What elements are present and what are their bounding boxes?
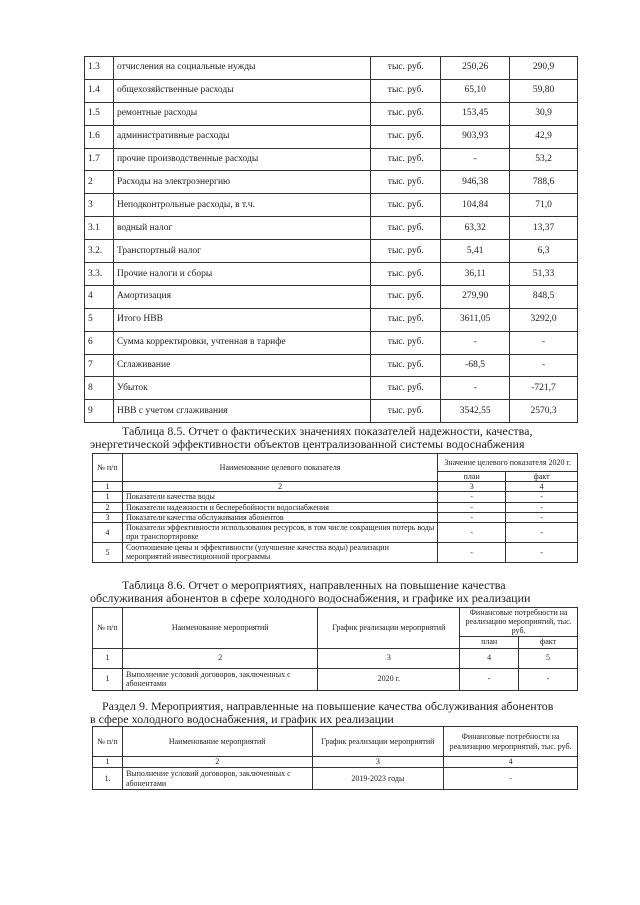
- header-plan: план: [460, 636, 519, 648]
- table-row: [85, 377, 578, 400]
- row-value-a: 946,38: [441, 171, 510, 194]
- table-8-5-caption: [90, 425, 578, 451]
- table-row: [85, 57, 578, 80]
- index-cell: 1: [93, 757, 123, 768]
- row-num: 2: [85, 171, 114, 194]
- table-row: [85, 125, 578, 148]
- table-row: [85, 217, 578, 240]
- row-name: отчисления на социальные нужды: [113, 57, 370, 80]
- row-num: 1.4: [85, 79, 114, 102]
- indicators-table-body: [93, 454, 578, 492]
- row-fact: -: [519, 668, 578, 690]
- header-num: № п/п: [93, 454, 123, 482]
- row-name: Амортизация: [113, 285, 370, 308]
- row-name: Прочие налоги и сборы: [113, 263, 370, 286]
- table-row: [93, 668, 578, 690]
- row-schedule: 2020 г.: [318, 668, 460, 690]
- table-row: [93, 768, 578, 790]
- measures-plan-table: [92, 726, 578, 790]
- row-value-b: 2570,3: [510, 400, 578, 423]
- index-cell: 2: [122, 648, 318, 668]
- index-cell: 4: [460, 648, 519, 668]
- row-fact: -: [506, 512, 578, 522]
- row-name: Показатели качества воды: [122, 492, 437, 502]
- row-name: Показатели эффективности использования ресурсов, в том числе сокращения потерь воды при транспортировке: [122, 522, 437, 542]
- row-value-a: 5,41: [441, 240, 510, 263]
- header-num: № п/п: [93, 727, 123, 757]
- row-value-a: -68,5: [441, 354, 510, 377]
- row-value-b: 6,3: [510, 240, 578, 263]
- row-num: 4: [93, 522, 123, 542]
- index-cell: 4: [444, 757, 578, 768]
- row-plan: -: [438, 512, 506, 522]
- index-cell: 1: [93, 482, 123, 492]
- row-unit: тыс. руб.: [371, 79, 441, 102]
- row-unit: тыс. руб.: [371, 400, 441, 423]
- table-row: [93, 512, 578, 522]
- row-value-b: 53,2: [510, 148, 578, 171]
- row-num: 3.3.: [85, 263, 114, 286]
- index-cell: 5: [519, 648, 578, 668]
- table-8-6-caption: [90, 579, 578, 605]
- row-num: 1: [93, 492, 123, 502]
- header-fact: факт: [519, 636, 578, 648]
- row-value-b: 3292,0: [510, 308, 578, 331]
- indicators-table: [92, 453, 578, 563]
- header-plan: план: [438, 472, 506, 482]
- row-plan: -: [438, 522, 506, 542]
- row-plan: -: [438, 502, 506, 512]
- row-financing: -: [444, 768, 578, 790]
- header-name: Наименование целевого показателя: [122, 454, 437, 482]
- row-value-b: 848,5: [510, 285, 578, 308]
- header-schedule: График реализации мероприятий: [312, 727, 444, 757]
- index-cell: 2: [122, 482, 437, 492]
- measures-report-body: [93, 608, 578, 691]
- row-num: 7: [85, 354, 114, 377]
- row-value-b: -: [510, 331, 578, 354]
- header-num: № п/п: [93, 608, 123, 649]
- table-row: [85, 308, 578, 331]
- row-unit: тыс. руб.: [371, 57, 441, 80]
- row-name: НВВ с учетом сглаживания: [113, 400, 370, 423]
- row-num: 1: [93, 668, 123, 690]
- header-financing: Финансовые потребности на реализацию мероприятий, тыс. руб.: [460, 608, 578, 637]
- row-num: 5: [93, 542, 123, 562]
- header-schedule: График реализации мероприятий: [318, 608, 460, 649]
- row-schedule: 2019-2023 годы: [312, 768, 444, 790]
- row-value-b: 290,9: [510, 57, 578, 80]
- row-num: 6: [85, 331, 114, 354]
- row-name: административные расходы: [113, 125, 370, 148]
- row-name: общехозяйственные расходы: [113, 79, 370, 102]
- caption-line: в сфере холодного водоснабжения, и график их реализации: [90, 712, 394, 726]
- table-row: [93, 542, 578, 562]
- header-financing: Финансовые потребности на реализацию мероприятий, тыс. руб.: [444, 727, 578, 757]
- row-value-a: 3611,05: [441, 308, 510, 331]
- row-value-a: 36,11: [441, 263, 510, 286]
- row-name: Расходы на электроэнергию: [113, 171, 370, 194]
- row-value-b: -: [510, 354, 578, 377]
- index-cell: 2: [122, 757, 312, 768]
- row-value-a: -: [441, 377, 510, 400]
- row-name: ремонтные расходы: [113, 102, 370, 125]
- row-unit: тыс. руб.: [371, 263, 441, 286]
- caption-line: Таблица 8.5. Отчет о фактических значениях показателей надежности, качества,: [122, 424, 533, 438]
- row-name: водный налог: [113, 217, 370, 240]
- row-unit: тыс. руб.: [371, 194, 441, 217]
- row-num: 1.6: [85, 125, 114, 148]
- caption-line: Раздел 9. Мероприятия, направленные на повышение качества обслуживания абонентов: [102, 699, 554, 713]
- row-name: Показатели надежности и бесперебойности водоснабжения: [122, 502, 437, 512]
- measures-plan-body: [93, 727, 578, 790]
- row-num: 1.7: [85, 148, 114, 171]
- table-row: [85, 148, 578, 171]
- index-cell: 4: [506, 482, 578, 492]
- header-fact: факт: [506, 472, 578, 482]
- row-value-b: 42,9: [510, 125, 578, 148]
- row-name: Показатели качества обслуживания абонентов: [122, 512, 437, 522]
- index-cell: 3: [312, 757, 444, 768]
- measures-report-table: [92, 607, 578, 691]
- row-value-a: 153,45: [441, 102, 510, 125]
- table-row: [85, 102, 578, 125]
- row-unit: тыс. руб.: [371, 171, 441, 194]
- row-value-b: 51,33: [510, 263, 578, 286]
- row-name: Выполнение условий договоров, заключенных с абонентами: [122, 668, 318, 690]
- row-name: Итого НВВ: [113, 308, 370, 331]
- row-fact: -: [506, 502, 578, 512]
- row-num: 3: [85, 194, 114, 217]
- row-name: Неподконтрольные расходы, в т.ч.: [113, 194, 370, 217]
- caption-line: энергетической эффективности объектов централизованной системы водоснабжения: [90, 437, 525, 451]
- caption-line: обслуживания абонентов в сфере холодного водоснабжения, и графике их реализации: [90, 591, 531, 605]
- header-name: Наименование мероприятий: [122, 727, 312, 757]
- row-plan: -: [438, 542, 506, 562]
- row-unit: тыс. руб.: [371, 240, 441, 263]
- row-num: 1.3: [85, 57, 114, 80]
- table-row: [85, 285, 578, 308]
- table-row: [85, 240, 578, 263]
- row-value-b: 30,9: [510, 102, 578, 125]
- row-name: Сглаживание: [113, 354, 370, 377]
- row-num: 5: [85, 308, 114, 331]
- row-value-b: 71,0: [510, 194, 578, 217]
- row-num: 3.2.: [85, 240, 114, 263]
- table-row: [93, 522, 578, 542]
- row-num: 3: [93, 512, 123, 522]
- row-value-a: 104,84: [441, 194, 510, 217]
- row-unit: тыс. руб.: [371, 148, 441, 171]
- index-cell: 3: [438, 482, 506, 492]
- row-num: 3.1: [85, 217, 114, 240]
- row-unit: тыс. руб.: [371, 285, 441, 308]
- row-value-a: 903,93: [441, 125, 510, 148]
- table-row: [85, 354, 578, 377]
- table-row: [85, 400, 578, 423]
- index-cell: 3: [318, 648, 460, 668]
- row-num: 8: [85, 377, 114, 400]
- row-value-a: 3542,55: [441, 400, 510, 423]
- cost-table: [84, 56, 578, 423]
- row-unit: тыс. руб.: [371, 354, 441, 377]
- table-row: [93, 502, 578, 512]
- caption-line: Таблица 8.6. Отчет о мероприятиях, направленных на повышение качества: [122, 578, 506, 592]
- row-value-b: 13,37: [510, 217, 578, 240]
- row-num: 1.: [93, 768, 123, 790]
- row-num: 2: [93, 502, 123, 512]
- table-row: [85, 331, 578, 354]
- row-value-a: 279,90: [441, 285, 510, 308]
- table-row: [85, 263, 578, 286]
- row-value-a: 63,32: [441, 217, 510, 240]
- row-fact: -: [506, 492, 578, 502]
- row-name: Транспортный налог: [113, 240, 370, 263]
- cost-table-body: [85, 57, 578, 423]
- row-value-b: 788,6: [510, 171, 578, 194]
- indicators-rows: [93, 492, 578, 563]
- row-plan: -: [438, 492, 506, 502]
- table-row: [85, 171, 578, 194]
- row-num: 1.5: [85, 102, 114, 125]
- table-row: [93, 492, 578, 502]
- row-value-b: -721,7: [510, 377, 578, 400]
- row-value-b: 59,80: [510, 79, 578, 102]
- row-unit: тыс. руб.: [371, 125, 441, 148]
- index-cell: 1: [93, 648, 123, 668]
- section-9-caption: [90, 700, 578, 726]
- row-value-a: -: [441, 148, 510, 171]
- row-unit: тыс. руб.: [371, 377, 441, 400]
- row-unit: тыс. руб.: [371, 308, 441, 331]
- row-num: 9: [85, 400, 114, 423]
- header-target: Значение целевого показателя 2020 г.: [438, 454, 578, 472]
- row-value-a: 65,10: [441, 79, 510, 102]
- row-unit: тыс. руб.: [371, 102, 441, 125]
- row-fact: -: [506, 522, 578, 542]
- row-plan: -: [460, 668, 519, 690]
- row-unit: тыс. руб.: [371, 217, 441, 240]
- row-name: Убыток: [113, 377, 370, 400]
- row-fact: -: [506, 542, 578, 562]
- row-name: Сумма корректировки, учтенная в тарифе: [113, 331, 370, 354]
- row-name: прочие производственные расходы: [113, 148, 370, 171]
- row-name: Соотношение цены и эффективности (улучшение качества воды) реализации мероприятий инвестиционной программы: [122, 542, 437, 562]
- row-name: Выполнение условий договоров, заключенных с абонентами: [122, 768, 312, 790]
- row-num: 4: [85, 285, 114, 308]
- row-unit: тыс. руб.: [371, 331, 441, 354]
- header-name: Наименование мероприятий: [122, 608, 318, 649]
- row-value-a: -: [441, 331, 510, 354]
- table-row: [85, 194, 578, 217]
- table-row: [85, 79, 578, 102]
- row-value-a: 250,26: [441, 57, 510, 80]
